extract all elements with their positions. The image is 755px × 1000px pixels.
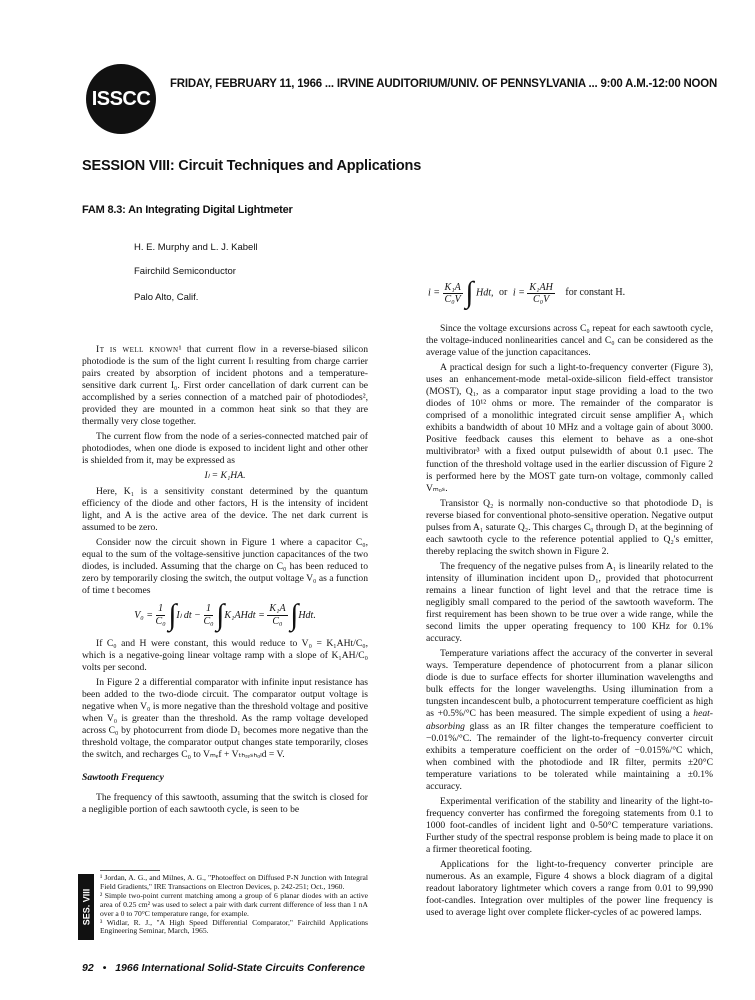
equation-light-current: Iₗ = K₁HA. (204, 470, 246, 482)
paper-title: FAM 8.3: An Integrating Digital Lightmeter (82, 204, 293, 216)
paragraph: Applications for the light-to-frequency converter principle are numerous. As an example, Figure 4 shows a block diagram of a digital readout laboratory lightmeter which covers a range from 0.01 to 99,990 foot-candles. Integration over multiples of the power line frequency is used to average light over complete flicker-cycles of ac powered lamps. (426, 859, 713, 919)
frequency-equation: i = $\frac{\text{K₁A}}{\text{C₀V}}$ ∫ Hdt, or i = $\frac{\text{K₁AH}}{\text{C₀V}}$ for constant H. (428, 276, 626, 309)
paragraph: Experimental verification of the stability and linearity of the light-to-frequency converter has confirmed the foregoing statements from 0.1 to 1000 foot-candles of incident light and 0-50°C temperature variations. Further study of the spectral response problem is being made to place it on a firmer theoretical footing. (426, 795, 713, 855)
footnotes (100, 870, 368, 936)
authors: H. E. Murphy and L. J. Kabell (134, 242, 258, 253)
equation-output-voltage: V₀ = $\frac{1}{\text{C₀}}$ ∫Iₗ dt − $\frac{1}{\text{C₀}}$ ∫K₁AHdt = $\frac{\text{K₁A}}{\text{C₀}}$ ∫Hdt. (134, 598, 316, 632)
subheading-sawtooth: Sawtooth Frequency (82, 771, 164, 783)
paragraph: The frequency of this sawtooth, assuming that the switch is closed for a negligible portion of each sawtooth cycle, is seen to be (82, 791, 368, 815)
paragraph: Transistor Q₂ is normally non-conductive so that photodiode D₁ is reverse biased for conventional photo-sensitive operation. Negative output pulses from A₁ saturate Q₂. This charges C₀ through D₁ at the beginning of each sawtooth cycle to the reference potential applied to Q₂'s emitter, thereby replacing the switch shown in Figure 2. (426, 497, 713, 557)
paragraph: Temperature variations affect the accuracy of the converter in several ways. Temperature dependence of photocurrent from a planar silicon diode is due to surface effects for shorter illumination wavelengths and bulk effects for the longer wavelengths. Using illumination from a tungsten incandescent bulb, a photocurrent temperature coefficient as high as +0.5%/°C has been measured. The simple expedient of using a heat-absorbing glass as an IR filter changes the temperature coefficient to −0.01%/°C. The remainder of the light-to-frequency converter circuit exhibits a temperature coefficient on the order of −0.015%/°C which, when combined with the photodiode and IR filter, permits ±20°C temperature variations to be tolerated while maintaining a ±0.1% accuracy. (426, 648, 713, 792)
paragraph: In Figure 2 a differential comparator with infinite input resistance has been added to the two-diode circuit. The comparator output voltage is negative when V₀ is more negative than the threshold voltage and positive when V₀ is greater than the threshold. As the ramp voltage developed across C₀ by photocurrent from diode D₁ becomes more negative than the threshold voltage, the comparator output changes state temporarily, closes the switch, and recharges C₀ to Vₘₑf + Vₜₕᵣₑₛₕₒₗd = V. (82, 677, 368, 761)
paragraph: The frequency of the negative pulses from A₁ is linearily related to the intensity of illumination incident upon D₁, provided that photocurrent remains a linear function of light level and that the retrace time is negligibly small compared to the period of the sawtooth waveform. The first requirement has been shown to be true over a wide range, while the second limits the upper operating frequency to 100 KHz for 0.1% accuracy. (426, 560, 713, 645)
footer-bullet: • (102, 962, 107, 974)
footnote-divider (100, 870, 160, 871)
isscc-logo: ISSCC (86, 64, 156, 134)
paragraph: Here, K₁ is a sensitivity constant determined by the quantum efficiency of the diode and other factors, H is the intensity of incident light, and A is the active area of the device. The net dark current is assumed to be zero. (82, 485, 368, 533)
left-column (82, 344, 368, 819)
paragraph: A practical design for such a light-to-frequency converter (Figure 3), uses an enhancement-mode metal-oxide-silicon field-effect transistor (MOST), Q₁, as a comparator input stage providing a load to the two diodes of 10¹² ohms or more. The remainder of the comparator is comprised of a monolithic integrated circuit sense amplifier A₁ which exhibits a bandwidth of about 10 MHz and a voltage gain of about 3000. Positive feedback causes this element to behave as a one-shot multivibrator³ with a fixed output pulsewidth of about 0.1 μsec. The function of the threshold voltage used in the earlier discussion of Figure 2 is performed here by the MOST gate turn-on voltage, commonly called Vₘₒₛ. (426, 362, 713, 494)
paragraph: If C₀ and H were constant, this would reduce to V₀ = K₁AHt/C₀, which is a negative-going linear voltage ramp with a slope of K₁AH/C₀ volts per second. (82, 638, 368, 674)
session-side-tab: SES. VIII (78, 874, 94, 940)
page-footer (82, 962, 365, 974)
right-column (426, 323, 713, 922)
paragraph: Consider now the circuit shown in Figure 1 where a capacitor C₀, equal to the sum of the voltage-sensitive junction capacitances of the two diodes, is included. Assuming that the charge on C₀ has been reduced to zero by temporarily closing the switch, the output voltage V₀ as a function of time t becomes (82, 536, 368, 596)
affiliation: Fairchild Semiconductor (134, 266, 236, 277)
footnote: ³ Widlar, R. J., "A High Speed Differential Comparator," Fairchild Applications Engineering Seminar, March, 1965. (100, 917, 368, 936)
paragraph: It is well known¹ that current flow in a reverse-biased silicon photodiode is the sum of the light current Iₗ resulting from charge carrier pairs created by absorption of incident photons and a temperature-sensitive dark current I₀. First order cancellation of dark current can be accomplished by a series connection of a matched pair of photodiodes², provided they are mounted in a common heat sink so that they are thermally very close together. (82, 344, 368, 428)
paragraph: Since the voltage excursions across C₀ repeat for each sawtooth cycle, the voltage-induced nonlinearities cancel and C₀ can be considered as the average value of the junction capacitances. (426, 323, 713, 359)
paragraph: The current flow from the node of a series-connected matched pair of photodiodes, when one diode is exposed to incident light and other other is shielded from it, may be expressed as (82, 431, 368, 467)
session-title: SESSION VIII: Circuit Techniques and Applications (82, 158, 422, 174)
location: Palo Alto, Calif. (134, 292, 199, 303)
header-line: FRIDAY, FEBRUARY 11, 1966 ... IRVINE AUDITORIUM/UNIV. OF PENNSYLVANIA ... 9:00 A.M.-12:00 NOON (170, 76, 718, 90)
footnote: ² Simple two-point current matching among a group of 6 planar diodes with an active area of 0.25 cm² was used to select a pair with dark current difference of less than 1 nA over a 0 to 70°C temperature range, for example. (100, 890, 368, 918)
page-number: 92 (82, 962, 94, 974)
conference-name: 1966 International Solid-State Circuits Conference (115, 962, 365, 974)
footnote: ¹ Jordan, A. G., and Milnes, A. G., "Photoeffect on Diffused P-N Junction with Integral Field Gradients," IRE Transactions on Electron Devices, p. 242-251; Oct., 1960. (100, 873, 368, 891)
